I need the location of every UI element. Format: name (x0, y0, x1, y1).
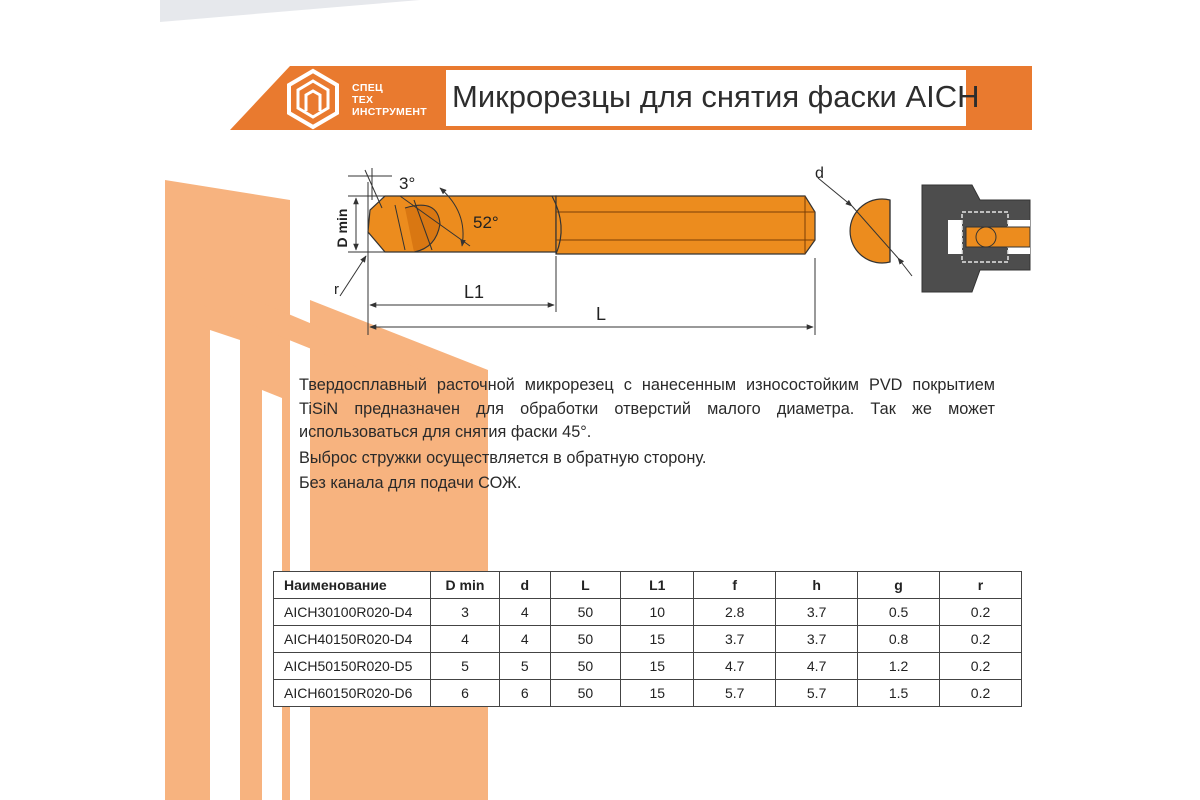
table-cell: 5 (500, 653, 551, 680)
table-cell: 0.2 (940, 653, 1022, 680)
table-cell: 50 (550, 653, 621, 680)
table-cell: 4 (500, 626, 551, 653)
column-header: f (694, 572, 776, 599)
column-header: L1 (621, 572, 694, 599)
table-cell: 3.7 (776, 599, 858, 626)
table-cell: 1.5 (858, 680, 940, 707)
table-cell: 0.2 (940, 680, 1022, 707)
table-cell: 2.8 (694, 599, 776, 626)
table-cell: AICH60150R020-D6 (274, 680, 431, 707)
logo-line: СПЕЦ (352, 82, 384, 94)
description-paragraph: Выброс стружки осуществляется в обратную сторону. (299, 448, 707, 467)
d-label: d (815, 165, 824, 182)
column-header: L (550, 572, 621, 599)
table-cell: 4 (500, 599, 551, 626)
table-cell: 1.2 (858, 653, 940, 680)
logo-line: ИНСТРУМЕНТ (352, 106, 428, 118)
logo-line: ТЕХ (352, 94, 374, 106)
table-cell: 0.2 (940, 626, 1022, 653)
table-cell: 0.2 (940, 599, 1022, 626)
table-cell: 50 (550, 599, 621, 626)
table-row (274, 680, 1022, 707)
table-header-row (274, 572, 1022, 599)
table-cell: AICH50150R020-D5 (274, 653, 431, 680)
column-header: Наименование (274, 572, 431, 599)
r-label: r (334, 281, 339, 298)
table-cell: 3.7 (694, 626, 776, 653)
table-cell: 4 (431, 626, 500, 653)
table-cell: 10 (621, 599, 694, 626)
table-cell: 5.7 (694, 680, 776, 707)
tool-holder-view (922, 185, 1030, 292)
column-header: r (940, 572, 1022, 599)
table-cell: AICH40150R020-D4 (274, 626, 431, 653)
table-cell: 15 (621, 626, 694, 653)
table-cell: 6 (500, 680, 551, 707)
table-row (274, 653, 1022, 680)
page-title: Микрорезцы для снятия фаски AICH (452, 79, 980, 114)
table-cell: AICH30100R020-D4 (274, 599, 431, 626)
angle-mid-label: 52° (473, 213, 499, 232)
table-cell: 5 (431, 653, 500, 680)
table-cell: 50 (550, 680, 621, 707)
product-description (299, 374, 995, 496)
tool-side-view (368, 196, 815, 254)
spec-table (273, 571, 1022, 707)
table-cell: 15 (621, 680, 694, 707)
table-cell: 4.7 (694, 653, 776, 680)
table-cell: 3.7 (776, 626, 858, 653)
l1-label: L1 (464, 282, 485, 302)
table-cell: 50 (550, 626, 621, 653)
table-cell: 0.5 (858, 599, 940, 626)
description-paragraph: Твердосплавный расточной микрорезец с нанесенным износостойким PVD покрытием TiSiN предназначен для обработки отверстий малого диаметра. Так же может использоваться для снятия фаски 45°. (299, 376, 995, 441)
column-header: h (776, 572, 858, 599)
dmin-label: D min (334, 208, 350, 248)
table-cell: 5.7 (776, 680, 858, 707)
description-paragraph: Без канала для подачи СОЖ. (299, 474, 522, 492)
column-header: D min (431, 572, 500, 599)
column-header: d (500, 572, 551, 599)
l-label: L (596, 304, 607, 324)
table-row (274, 599, 1022, 626)
angle-top-label: 3° (399, 174, 416, 193)
column-header: g (858, 572, 940, 599)
table-cell: 3 (431, 599, 500, 626)
table-cell: 4.7 (776, 653, 858, 680)
tool-end-view (850, 199, 898, 263)
table-cell: 15 (621, 653, 694, 680)
table-row (274, 626, 1022, 653)
table-cell: 6 (431, 680, 500, 707)
table-cell: 0.8 (858, 626, 940, 653)
